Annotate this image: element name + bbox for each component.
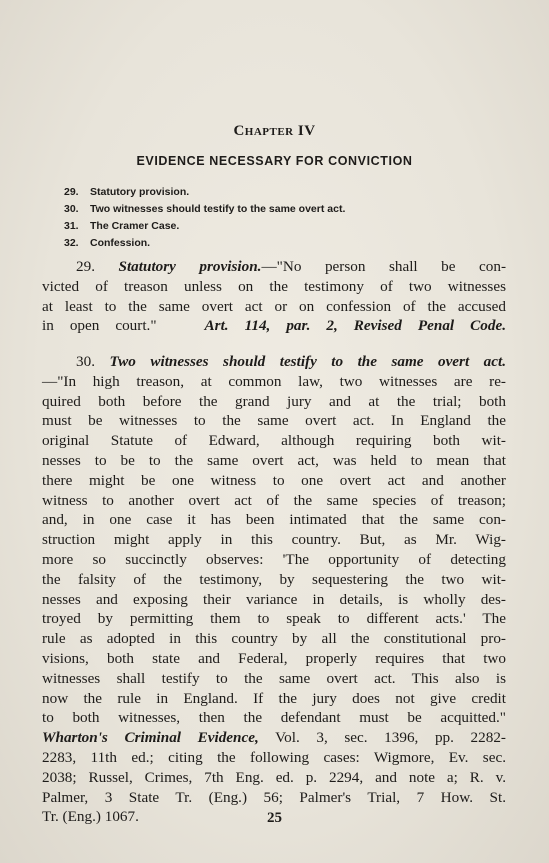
paragraph-line: and, in one case it has been intimated that the same con-	[42, 511, 506, 529]
section-number: 31.	[64, 220, 79, 232]
paragraph-line: nesses and exposing their variance in details, is wholly des-	[42, 590, 506, 608]
paragraph-line	[42, 257, 506, 277]
section-list-item	[64, 235, 345, 252]
section-list-item	[64, 218, 345, 235]
paragraph-line: at least to the same overt act or on confession of the accused	[42, 297, 506, 315]
paragraph-text: Vol. 3, sec. 1396, pp. 2282-	[258, 729, 506, 747]
paragraph-line: rule as adopted in this country by all the constitutional pro-	[42, 630, 506, 648]
paragraph-line: 2038; Russel, Crimes, 7th Eng. ed. p. 2294, and note a; R. v.	[42, 768, 506, 786]
section-title: Statutory provision.	[90, 186, 190, 198]
section-number: 30.	[64, 203, 79, 215]
paragraph-line: visions, both state and Federal, properly requires that two	[42, 649, 506, 667]
paragraph-line	[42, 352, 506, 372]
section-title: The Cramer Case.	[90, 220, 180, 232]
section-29-number: 29.	[76, 258, 95, 275]
section-title: Two witnesses should testify to the same overt act.	[90, 203, 346, 215]
paragraph-line: Palmer, 3 State Tr. (Eng.) 56; Palmer's Trial, 7 How. St.	[42, 788, 506, 806]
paragraph-line: troyed by permitting them to speak to different acts.' The	[42, 610, 506, 628]
statute-citation: Art. 114, par. 2, Revised Penal Code.	[204, 317, 506, 335]
section-list-item	[64, 201, 345, 218]
paragraph-line: witnesses shall testify to the same overt act. This also is	[42, 669, 506, 687]
paragraph-line: must be witnesses to the same overt act. In England the	[42, 412, 506, 430]
section-30-number: 30.	[76, 353, 95, 370]
section-number: 29.	[64, 186, 79, 198]
section-number: 32.	[64, 237, 79, 249]
paragraph-line: nesses to be to the same overt act, was held to mean that	[42, 451, 506, 469]
chapter-label: Chapter IV	[233, 123, 316, 139]
treatise-citation: Wharton's Criminal Evidence,	[42, 729, 259, 747]
paragraph-line: to both witnesses, then the defendant must be acquitted."	[42, 709, 506, 727]
paragraph-text: in open court."	[42, 317, 157, 335]
paragraph-line: Tr. (Eng.) 1067.	[42, 808, 139, 826]
paragraph-line: the falsity of the testimony, by sequestering the two wit-	[42, 570, 506, 588]
section-29-heading: Statutory provision.	[118, 258, 262, 275]
paragraph-line: 2283, 11th ed.; citing the following cases: Wigmore, Ev. sec.	[42, 748, 506, 766]
paragraph-line: now the rule in England. If the jury does not give credit	[42, 689, 506, 707]
section-list-item	[64, 184, 345, 201]
paragraph-line: witness to another overt act of the same species of treason;	[42, 491, 506, 509]
section-30-heading: Two witnesses should testify to the same overt act.	[109, 353, 506, 370]
page-number: 25	[267, 810, 282, 826]
paragraph-line: struction might apply in this country. But, as Mr. Wig-	[42, 531, 506, 549]
section-title: Confession.	[90, 237, 151, 249]
paragraph-line: more so succinctly observes: 'The opportunity of detecting	[42, 550, 506, 568]
paragraph-line: victed of treason unless on the testimony of two witnesses	[42, 277, 506, 295]
paragraph-line: there might be one witness to one overt act and another	[42, 471, 506, 489]
paragraph-line	[42, 728, 506, 748]
section-29-paragraph	[42, 257, 506, 336]
paragraph-line: —"In high treason, at common law, two witnesses are re-	[42, 372, 506, 390]
section-30-paragraph	[42, 352, 506, 827]
paragraph-text: "No person shall be con-	[276, 258, 507, 275]
paragraph-line	[42, 316, 506, 336]
paragraph-line: original Statute of Edward, although requiring both wit-	[42, 432, 506, 450]
section-list	[64, 184, 345, 252]
chapter-title: EVIDENCE NECESSARY FOR CONVICTION	[136, 154, 413, 168]
em-dash: —	[261, 258, 277, 275]
paragraph-line: quired both before the grand jury and at the trial; both	[42, 392, 506, 410]
